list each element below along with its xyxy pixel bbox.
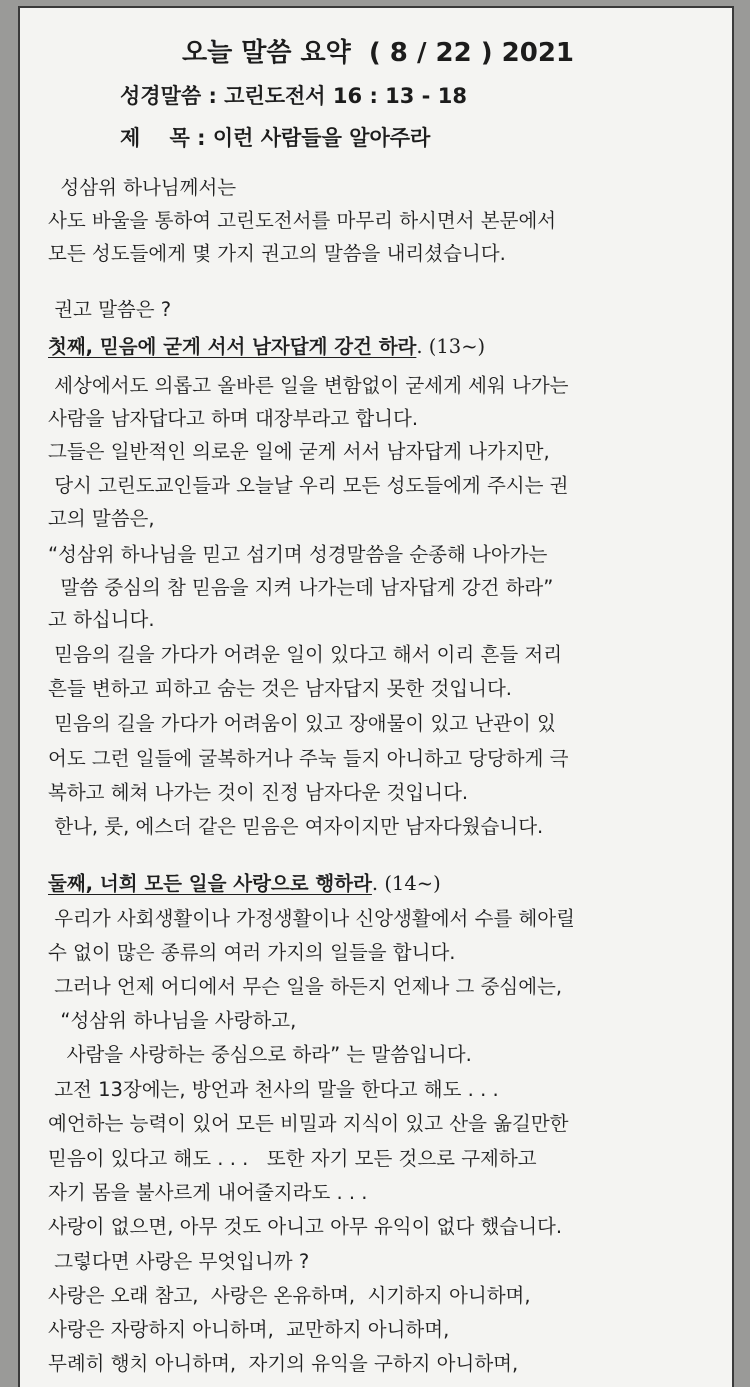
body-line: 수 없이 많은 종류의 여러 가지의 일들을 합니다. xyxy=(48,941,456,964)
body-line: 예언하는 능력이 있어 모든 비밀과 지식이 있고 산을 옮길만한 xyxy=(48,1112,569,1135)
body-line: 그러나 언제 어디에서 무슨 일을 하든지 언제나 그 중심에는, xyxy=(48,975,563,998)
section2-heading: 둘째, 너희 모든 일을 사랑으로 행하라 xyxy=(48,872,372,895)
body-line: 자기 몸을 불사르게 내어줄지라도 . . . xyxy=(48,1181,368,1204)
sermon-subject: 제 목 : 이런 사람들을 알아주라 xyxy=(120,126,431,150)
scripture-reference: 성경말씀 : 고린도전서 16 : 13 - 18 xyxy=(120,84,467,108)
intro-line: 성삼위 하나님께서는 xyxy=(48,176,237,199)
page-title: 오늘 말씀 요약 ( 8 / 22 ) 2021 xyxy=(181,38,575,68)
body-line: 그들은 일반적인 의로운 일에 굳게 서서 남자답게 나가지만, xyxy=(48,440,550,463)
body-line: 무례히 행치 아니하며, 자기의 유익을 구하지 아니하며, xyxy=(48,1352,519,1375)
body-line: 믿음이 있다고 해도 . . . 또한 자기 모든 것으로 구제하고 xyxy=(48,1147,537,1170)
body-line: 어도 그런 일들에 굴복하거나 주눅 들지 아니하고 당당하게 극 xyxy=(48,747,569,770)
body-line: 고의 말씀은, xyxy=(48,507,155,530)
body-line: 우리가 사회생활이나 가정생활이나 신앙생활에서 수를 헤아릴 xyxy=(48,907,575,930)
section2-heading-line xyxy=(48,871,441,897)
body-line: 사랑은 자랑하지 아니하며, 교만하지 아니하며, xyxy=(48,1318,450,1341)
section1-ref: . (13~) xyxy=(416,335,486,358)
body-line: “성삼위 하나님을 사랑하고, xyxy=(48,1009,297,1032)
body-line: 그렇다면 사랑은 무엇입니까 ? xyxy=(48,1250,310,1273)
intro-line: 사도 바울을 통하여 고린도전서를 마무리 하시면서 본문에서 xyxy=(48,209,557,232)
body-line: “성삼위 하나님을 믿고 섬기며 성경말씀을 순종해 나아가는 xyxy=(48,543,548,566)
section1-heading-line xyxy=(48,334,485,360)
body-line: 고 하십니다. xyxy=(48,608,155,631)
body-line: 사람을 남자답다고 하며 대장부라고 합니다. xyxy=(48,407,419,430)
body-line: 흔들 변하고 피하고 숨는 것은 남자답지 못한 것입니다. xyxy=(48,677,513,700)
body-line: 믿음의 길을 가다가 어려운 일이 있다고 해서 이리 흔들 저리 xyxy=(48,643,563,666)
body-line: 사랑이 없으면, 아무 것도 아니고 아무 유익이 없다 했습니다. xyxy=(48,1215,563,1238)
section2-ref: . (14~) xyxy=(371,872,441,895)
body-line: 사람을 사랑하는 중심으로 하라” 는 말씀입니다. xyxy=(48,1043,472,1066)
body-line: 믿음의 길을 가다가 어려움이 있고 장애물이 있고 난관이 있 xyxy=(48,712,556,735)
body-line: 복하고 헤쳐 나가는 것이 진정 남자다운 것입니다. xyxy=(48,781,469,804)
section1-heading: 첫째, 믿음에 굳게 서서 남자답게 강건 하라 xyxy=(48,335,417,358)
body-line: 한나, 룻, 에스더 같은 믿음은 여자이지만 남자다웠습니다. xyxy=(48,815,544,838)
body-line: 세상에서도 의롭고 올바른 일을 변함없이 굳세게 세워 나가는 xyxy=(48,374,569,397)
sermon-summary-sheet xyxy=(18,6,734,1387)
body-line: 사랑은 오래 참고, 사랑은 온유하며, 시기하지 아니하며, xyxy=(48,1284,531,1307)
body-line: 고전 13장에는, 방언과 천사의 말을 한다고 해도 . . . xyxy=(48,1078,499,1101)
body-line: 당시 고린도교인들과 오늘날 우리 모든 성도들에게 주시는 권 xyxy=(48,474,569,497)
question-line: 권고 말씀은 ? xyxy=(48,298,172,321)
body-line: 말씀 중심의 참 믿음을 지켜 나가는데 남자답게 강건 하라” xyxy=(48,576,554,599)
intro-line: 모든 성도들에게 몇 가지 권고의 말씀을 내리셨습니다. xyxy=(48,242,506,265)
